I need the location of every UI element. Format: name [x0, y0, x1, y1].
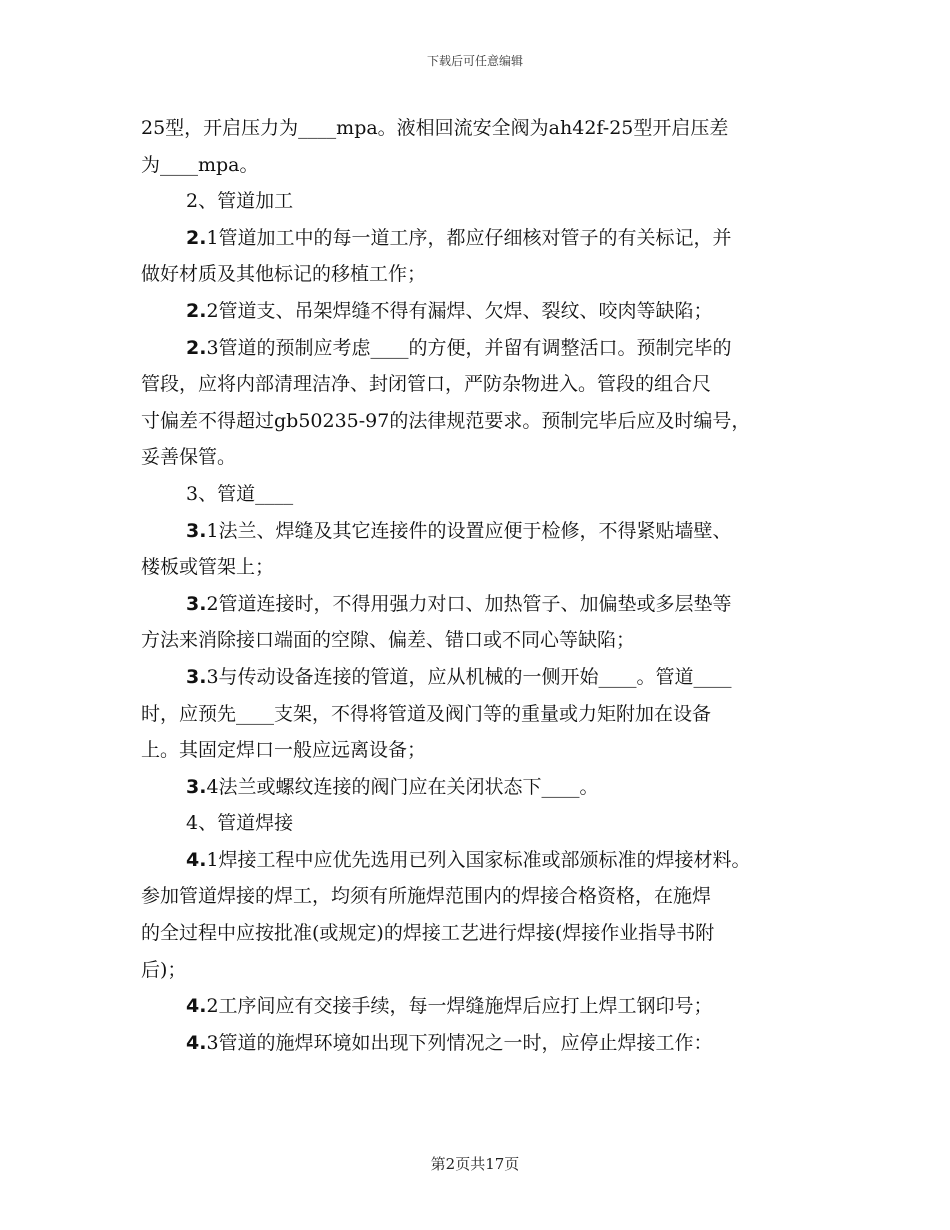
line-text: 25型，开启压力为____mpa。液相回流安全阀为ah42f-25型开启压差 [141, 117, 729, 139]
page-footer: 第2页共17页 [430, 1155, 520, 1173]
paragraph-line [141, 696, 831, 733]
line-text: 3、管道____ [186, 482, 294, 505]
paragraph-line [141, 366, 831, 403]
line-text: 寸偏差不得超过gb50235-97的法律规范要求。预制完毕后应及时编号， [141, 409, 751, 432]
numbered-paragraph-line [141, 769, 831, 806]
paragraph-line [141, 110, 831, 147]
line-text: 为____mpa。 [141, 153, 259, 176]
line-text: 3管道的施焊环境如出现下列情况之一时，应停止焊接工作： [206, 1031, 713, 1054]
paragraph-line [141, 256, 831, 293]
paragraph-line [141, 805, 831, 842]
line-text: 1管道加工中的每一道工序，都应仔细核对管子的有关标记，并 [206, 226, 732, 249]
line-text: 4、管道焊接 [186, 812, 294, 835]
paragraph-line [141, 622, 831, 659]
clause-number: 4. [186, 848, 207, 871]
paragraph-line [141, 403, 831, 440]
line-text: 后)； [141, 958, 187, 981]
line-text: 2管道连接时，不得用强力对口、加热管子、加偏垫或多层垫等 [206, 592, 732, 615]
numbered-paragraph-line [141, 988, 831, 1025]
clause-number: 2. [186, 226, 207, 249]
line-text: 2工序间应有交接手续，每一焊缝施焊后应打上焊工钢印号； [206, 995, 713, 1018]
paragraph-line [141, 476, 831, 513]
numbered-paragraph-line [141, 842, 831, 879]
line-text: 的全过程中应按批准(或规定)的焊接工艺进行焊接(焊接作业指导书附 [141, 922, 715, 945]
clause-number: 3. [186, 519, 207, 542]
paragraph-line [141, 732, 831, 769]
line-text: 做好材质及其他标记的移植工作； [141, 263, 427, 286]
line-text: 楼板或管架上； [141, 556, 275, 579]
line-text: 上。其固定焊口一般应远离设备； [141, 739, 427, 762]
clause-number: 2. [186, 336, 207, 359]
line-text: 3管道的预制应考虑____的方便，并留有调整活口。预制完毕的 [206, 336, 732, 359]
numbered-paragraph-line [141, 220, 831, 257]
paragraph-line [141, 878, 831, 915]
paragraph-line [141, 952, 831, 989]
line-text: 时，应预先____支架，不得将管道及阀门等的重量或力矩附加在设备 [141, 702, 712, 725]
clause-number: 3. [186, 665, 207, 688]
numbered-paragraph-line [141, 1025, 831, 1062]
line-text: 2管道支、吊架焊缝不得有漏焊、欠焊、裂纹、咬肉等缺陷； [206, 299, 713, 322]
line-text: 3与传动设备连接的管道，应从机械的一侧开始____。管道____ [206, 665, 732, 688]
paragraph-line [141, 549, 831, 586]
paragraph-line [141, 183, 831, 220]
page-header: 下载后可任意编辑 [426, 54, 523, 68]
numbered-paragraph-line [141, 293, 831, 330]
line-text: 2、管道加工 [186, 190, 294, 213]
numbered-paragraph-line [141, 330, 831, 367]
line-text: 方法来消除接口端面的空隙、偏差、错口或不同心等缺陷； [141, 629, 636, 652]
document-body [141, 110, 831, 1061]
clause-number: 4. [186, 995, 207, 1018]
paragraph-line [141, 439, 831, 476]
line-text: 妥善保管。 [141, 446, 237, 469]
paragraph-line [141, 147, 831, 184]
paragraph-line [141, 915, 831, 952]
line-text: 1法兰、焊缝及其它连接件的设置应便于检修，不得紧贴墙壁、 [206, 519, 732, 542]
clause-number: 2. [186, 299, 207, 322]
line-text: 参加管道焊接的焊工，均须有所施焊范围内的焊接合格资格，在施焊 [141, 885, 712, 908]
line-text: 1焊接工程中应优先选用已列入国家标准或部颁标准的焊接材料。 [206, 848, 751, 871]
clause-number: 3. [186, 775, 207, 798]
line-text: 管段，应将内部清理洁净、封闭管口，严防杂物进入。管段的组合尺 [141, 373, 712, 396]
clause-number: 3. [186, 592, 207, 615]
numbered-paragraph-line [141, 513, 831, 550]
numbered-paragraph-line [141, 659, 831, 696]
numbered-paragraph-line [141, 586, 831, 623]
clause-number: 4. [186, 1031, 207, 1054]
line-text: 4法兰或螺纹连接的阀门应在关闭状态下____。 [206, 775, 599, 798]
